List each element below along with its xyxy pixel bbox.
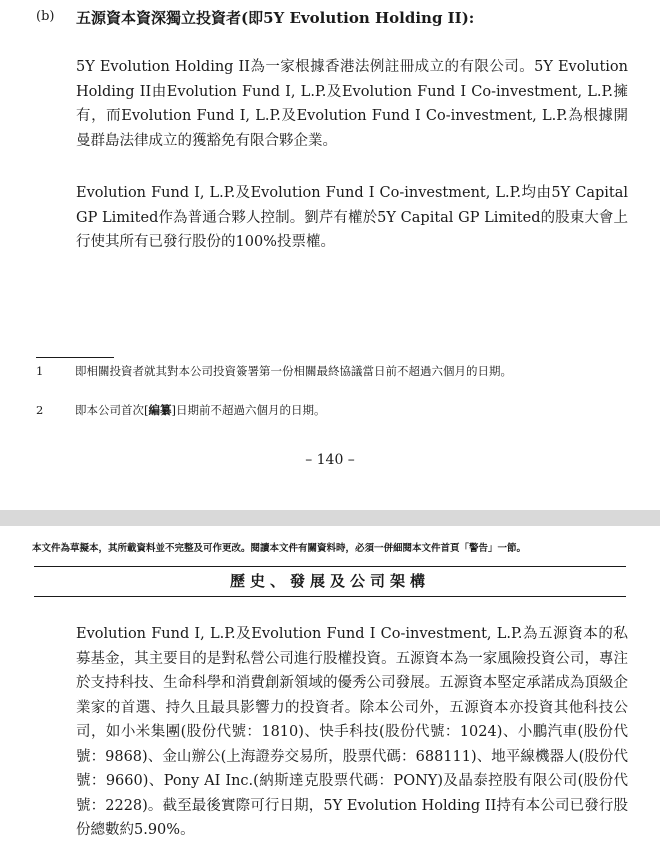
item-label: (b)	[36, 9, 55, 24]
footnote-redacted-word: 編纂	[148, 403, 172, 417]
footnote-1	[36, 363, 512, 379]
company-description-paragraph: 5Y Evolution Holding II為一家根據香港法例註冊成立的有限公司。5Y Evolution Holding II由Evolution Fund I, L.P.及Evolution Fund I Co-investment, L.P.擁有，而Evolution Fund I, L.P.及Evolution Fund I Co-investment, L.P.為根據開曼群島法律成立的獲豁免有限合夥企業。	[76, 59, 628, 149]
footnote-text-after: ]日期前不超過六個月的日期。	[171, 403, 326, 417]
page-gap	[0, 510, 660, 526]
footnote-number: 2	[36, 403, 44, 417]
footnote-text: 即相關投資者就其對本公司投資簽署第一份相關最終協議當日前不超過六個月的日期。	[75, 364, 512, 378]
document-page-lower	[0, 526, 660, 857]
investor-heading: 五源資本資深獨立投資者(即5Y Evolution Holding II):	[76, 9, 475, 27]
footnote-divider	[36, 357, 114, 358]
control-paragraph: Evolution Fund I, L.P.及Evolution Fund I Co-investment, L.P.均由5Y Capital GP Limited作為普通合夥人控制。劉芹有權於5Y Capital GP Limited的股東大會上行使其所有已發行股份的100%投票權。	[76, 185, 628, 250]
section-title: 歷史、發展及公司架構	[229, 572, 430, 590]
footnote-number: 1	[36, 364, 44, 378]
footnote-2	[36, 402, 326, 418]
footnote-text-before: 即本公司首次[	[75, 403, 149, 417]
page-number: – 140 –	[305, 452, 355, 468]
draft-notice: 本文件為草擬本，其所載資料並不完整及可作更改。閱讀本文件有關資料時，必須一併細閱本文件首頁「警告」一節。	[32, 543, 527, 554]
section-rule-top	[34, 566, 626, 567]
fund-description-paragraph: Evolution Fund I, L.P.及Evolution Fund I Co-investment, L.P.為五源資本的私募基金，其主要目的是對私營公司進行股權投資。五源資本為一家風險投資公司，專注於支持科技、生命科學和消費創新領域的優秀公司發展。五源資本堅定承諾成為頂級企業家的首選、持久且最具影響力的投資者。除本公司外，五源資本亦投資其他科技公司，如小米集團(股份代號：1810)、快手科技(股份代號：1024)、小鵬汽車(股份代號：9868)、金山辦公(上海證券交易所，股票代碼：688111)、地平線機器人(股份代號：9660)、Pony AI Inc.(納斯達克股票代碼：PONY)及晶泰控股有限公司(股份代號：2228)。截至最後實際可行日期，5Y Evolution Holding II持有本公司已發行股份總數約5.90%。	[76, 626, 628, 838]
section-rule-bottom	[34, 596, 626, 597]
